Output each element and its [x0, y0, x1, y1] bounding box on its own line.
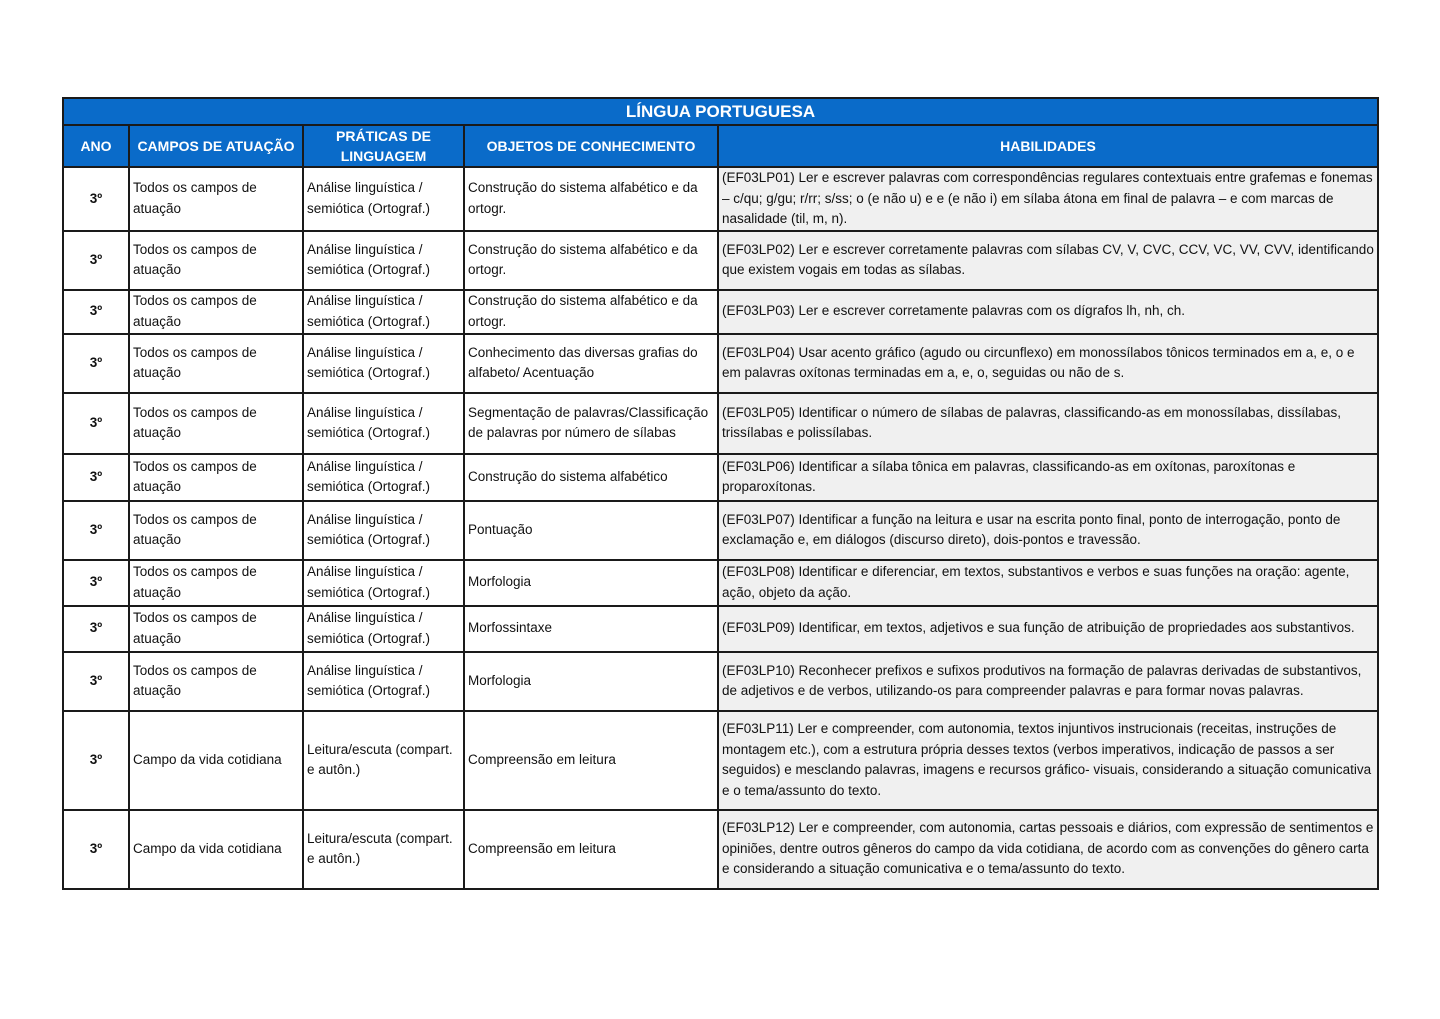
cell-objeto: Compreensão em leitura [464, 810, 718, 889]
cell-pratica: Análise linguística / semiótica (Ortograf.) [303, 560, 464, 606]
cell-objeto: Construção do sistema alfabético e da ortogr. [464, 290, 718, 334]
cell-pratica: Análise linguística / semiótica (Ortograf.) [303, 290, 464, 334]
cell-habilidade: (EF03LP03) Ler e escrever corretamente palavras com os dígrafos lh, nh, ch. [718, 290, 1378, 334]
table-row [63, 810, 1378, 889]
cell-ano: 3º [63, 810, 129, 889]
table-row [63, 560, 1378, 606]
header-habilidades: HABILIDADES [718, 125, 1378, 167]
cell-campo: Todos os campos de atuação [129, 501, 303, 560]
table-row [63, 652, 1378, 711]
header-objetos: OBJETOS DE CONHECIMENTO [464, 125, 718, 167]
cell-ano: 3º [63, 334, 129, 393]
header-row [63, 125, 1378, 167]
cell-ano: 3º [63, 711, 129, 810]
cell-ano: 3º [63, 454, 129, 501]
table-row [63, 393, 1378, 454]
cell-campo: Campo da vida cotidiana [129, 810, 303, 889]
cell-ano: 3º [63, 231, 129, 290]
cell-pratica: Análise linguística / semiótica (Ortograf.) [303, 393, 464, 454]
cell-ano: 3º [63, 606, 129, 652]
cell-pratica: Análise linguística / semiótica (Ortograf.) [303, 231, 464, 290]
cell-objeto: Construção do sistema alfabético e da ortogr. [464, 167, 718, 231]
table-row [63, 454, 1378, 501]
table-row [63, 501, 1378, 560]
cell-campo: Todos os campos de atuação [129, 454, 303, 501]
cell-habilidade: (EF03LP07) Identificar a função na leitura e usar na escrita ponto final, ponto de interrogação, ponto de exclamação e, em diálogos (discurso direto), dois-pontos e travessão. [718, 501, 1378, 560]
cell-ano: 3º [63, 290, 129, 334]
cell-ano: 3º [63, 393, 129, 454]
cell-campo: Todos os campos de atuação [129, 393, 303, 454]
table-row [63, 231, 1378, 290]
cell-pratica: Análise linguística / semiótica (Ortograf.) [303, 501, 464, 560]
table-row [63, 606, 1378, 652]
cell-pratica: Análise linguística / semiótica (Ortograf.) [303, 606, 464, 652]
cell-habilidade: (EF03LP04) Usar acento gráfico (agudo ou circunflexo) em monossílabos tônicos terminados em a, e, o e em palavras oxítonas terminadas em a, e, o, seguidas ou não de s. [718, 334, 1378, 393]
cell-habilidade: (EF03LP06) Identificar a sílaba tônica em palavras, classificando-as em oxítonas, paroxítonas e proparoxítonas. [718, 454, 1378, 501]
cell-campo: Todos os campos de atuação [129, 560, 303, 606]
cell-campo: Campo da vida cotidiana [129, 711, 303, 810]
cell-ano: 3º [63, 167, 129, 231]
header-praticas: PRÁTICAS DE LINGUAGEM [303, 125, 464, 167]
table-title: LÍNGUA PORTUGUESA [63, 98, 1378, 125]
cell-campo: Todos os campos de atuação [129, 652, 303, 711]
cell-campo: Todos os campos de atuação [129, 231, 303, 290]
curriculum-table [62, 97, 1379, 890]
cell-habilidade: (EF03LP12) Ler e compreender, com autonomia, cartas pessoais e diários, com expressão de sentimentos e opiniões, dentre outros gêneros do campo da vida cotidiana, de acordo com as convenções do gênero carta e considerando a situação comunicativa e o tema/assunto do texto. [718, 810, 1378, 889]
cell-pratica: Leitura/escuta (compart. e autôn.) [303, 810, 464, 889]
cell-objeto: Morfologia [464, 652, 718, 711]
cell-campo: Todos os campos de atuação [129, 290, 303, 334]
cell-campo: Todos os campos de atuação [129, 167, 303, 231]
cell-ano: 3º [63, 560, 129, 606]
cell-objeto: Morfossintaxe [464, 606, 718, 652]
cell-ano: 3º [63, 501, 129, 560]
cell-objeto: Morfologia [464, 560, 718, 606]
cell-pratica: Leitura/escuta (compart. e autôn.) [303, 711, 464, 810]
table-row [63, 334, 1378, 393]
table-row [63, 290, 1378, 334]
cell-pratica: Análise linguística / semiótica (Ortograf.) [303, 652, 464, 711]
cell-habilidade: (EF03LP10) Reconhecer prefixos e sufixos produtivos na formação de palavras derivadas de substantivos, de adjetivos e de verbos, utilizando-os para compreender palavras e para formar novas palavras. [718, 652, 1378, 711]
cell-habilidade: (EF03LP01) Ler e escrever palavras com correspondências regulares contextuais entre grafemas e fonemas – c/qu; g/gu; r/rr; s/ss; o (e não u) e e (e não i) em sílaba átona em final de palavra – e com marcas de nasalidade (til, m, n). [718, 167, 1378, 231]
cell-pratica: Análise linguística / semiótica (Ortograf.) [303, 454, 464, 501]
cell-pratica: Análise linguística / semiótica (Ortograf.) [303, 334, 464, 393]
cell-habilidade: (EF03LP05) Identificar o número de sílabas de palavras, classificando-as em monossílabas, dissílabas, trissílabas e polissílabas. [718, 393, 1378, 454]
table-row [63, 711, 1378, 810]
header-campos: CAMPOS DE ATUAÇÃO [129, 125, 303, 167]
cell-ano: 3º [63, 652, 129, 711]
cell-habilidade: (EF03LP11) Ler e compreender, com autonomia, textos injuntivos instrucionais (receitas, instruções de montagem etc.), com a estrutura própria desses textos (verbos imperativos, indicação de passos a ser seguidos) e mesclando palavras, imagens e recursos gráfico- visuais, considerando a situação comunicativa e o tema/assunto do texto. [718, 711, 1378, 810]
cell-objeto: Pontuação [464, 501, 718, 560]
cell-objeto: Construção do sistema alfabético e da ortogr. [464, 231, 718, 290]
cell-objeto: Segmentação de palavras/Classificação de palavras por número de sílabas [464, 393, 718, 454]
cell-objeto: Construção do sistema alfabético [464, 454, 718, 501]
table-row [63, 167, 1378, 231]
cell-habilidade: (EF03LP08) Identificar e diferenciar, em textos, substantivos e verbos e suas funções na oração: agente, ação, objeto da ação. [718, 560, 1378, 606]
title-row [63, 98, 1378, 125]
cell-habilidade: (EF03LP02) Ler e escrever corretamente palavras com sílabas CV, V, CVC, CCV, VC, VV, CVV, identificando que existem vogais em todas as sílabas. [718, 231, 1378, 290]
header-ano: ANO [63, 125, 129, 167]
cell-objeto: Compreensão em leitura [464, 711, 718, 810]
cell-pratica: Análise linguística / semiótica (Ortograf.) [303, 167, 464, 231]
cell-campo: Todos os campos de atuação [129, 606, 303, 652]
cell-objeto: Conhecimento das diversas grafias do alfabeto/ Acentuação [464, 334, 718, 393]
cell-campo: Todos os campos de atuação [129, 334, 303, 393]
cell-habilidade: (EF03LP09) Identificar, em textos, adjetivos e sua função de atribuição de propriedades aos substantivos. [718, 606, 1378, 652]
